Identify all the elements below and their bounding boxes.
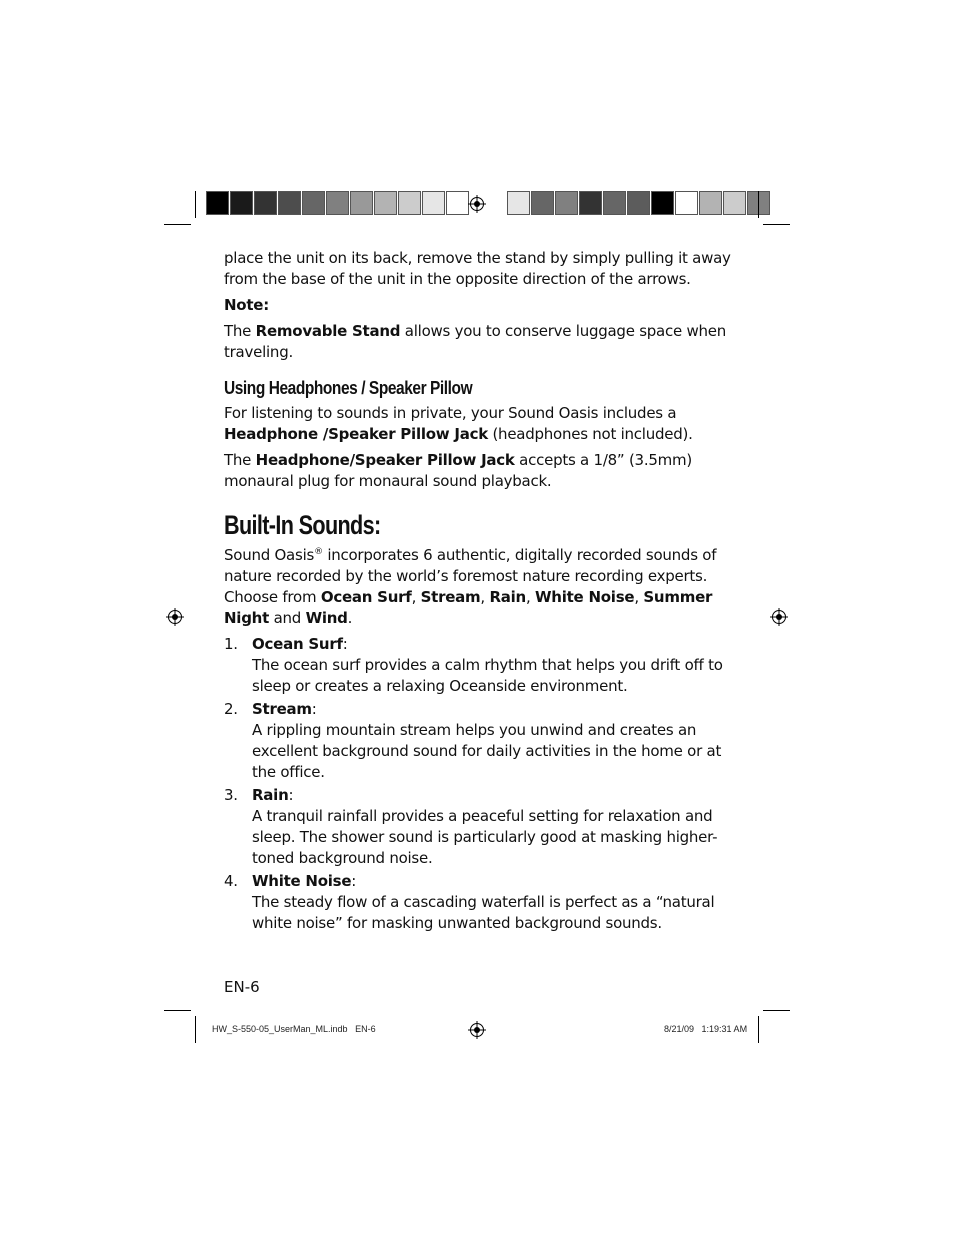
list-item: 3. Rain: A tranquil rainfall provides a peaceful setting for relaxation and sleep. The shower sound is particularly good at masking higher-toned background noise. xyxy=(224,786,718,867)
color-swatch xyxy=(579,191,602,215)
color-swatch xyxy=(531,191,554,215)
sounds-heading: Built-In Sounds: xyxy=(224,510,381,540)
list-item: 4. White Noise: The steady flow of a cascading waterfall is perfect as a “natural white noise” for masking unwanted background sounds. xyxy=(224,872,715,932)
list-item: 2. Stream: A rippling mountain stream helps you unwind and creates an excellent background sound for daily activities in the home or at the office. xyxy=(224,700,722,781)
note-paragraph: The Removable Stand allows you to conserve luggage space when traveling. xyxy=(224,322,726,361)
slug-date: 8/21/09 1:19:31 AM xyxy=(664,1024,748,1034)
color-swatch xyxy=(278,191,301,215)
crop-mark xyxy=(195,191,196,218)
registration-mark-icon xyxy=(166,608,184,626)
color-swatch xyxy=(507,191,530,215)
color-swatch xyxy=(374,191,397,215)
list-item: 1. Ocean Surf: The ocean surf provides a calm rhythm that helps you drift off to sleep or creates a relaxing Oceanside environment. xyxy=(224,635,723,695)
crop-mark xyxy=(763,224,790,225)
color-swatch xyxy=(254,191,277,215)
color-swatch xyxy=(627,191,650,215)
sounds-list xyxy=(224,634,734,934)
color-swatch xyxy=(699,191,722,215)
color-bar-left xyxy=(206,191,470,215)
crop-mark xyxy=(164,224,191,225)
crop-mark xyxy=(763,1010,790,1011)
crop-mark xyxy=(164,1010,191,1011)
intro-paragraph: place the unit on its back, remove the stand by simply pulling it away from the base of the unit in the opposite direction of the arrows. xyxy=(224,249,731,288)
crop-mark xyxy=(758,1016,759,1043)
color-swatch xyxy=(422,191,445,215)
page-content xyxy=(224,248,734,936)
color-swatch xyxy=(326,191,349,215)
color-swatch xyxy=(723,191,746,215)
note-label: Note: xyxy=(224,296,269,314)
crop-mark xyxy=(195,1016,196,1043)
page-number: EN-6 xyxy=(224,978,260,996)
color-swatch xyxy=(603,191,626,215)
registration-mark-icon xyxy=(770,608,788,626)
color-swatch xyxy=(302,191,325,215)
sounds-intro: Sound Oasis® incorporates 6 authentic, digitally recorded sounds of nature recorded by the world’s foremost nature recording experts. Choose from Ocean Surf, Stream, Rain, White Noise, Summer Night and Wind. xyxy=(224,546,717,627)
color-swatch xyxy=(350,191,373,215)
color-bar-right xyxy=(507,191,771,215)
headphones-paragraph-2: The Headphone/Speaker Pillow Jack accepts a 1/8” (3.5mm) monaural plug for monaural sound playback. xyxy=(224,451,692,490)
slug-file: HW_S-550-05_UserMan_ML.indb EN-6 xyxy=(212,1024,376,1034)
headphones-heading: Using Headphones / Speaker Pillow xyxy=(224,378,473,398)
color-swatch xyxy=(555,191,578,215)
color-swatch xyxy=(398,191,421,215)
color-swatch xyxy=(651,191,674,215)
color-swatch xyxy=(675,191,698,215)
color-swatch xyxy=(206,191,229,215)
registration-mark-icon xyxy=(468,1021,486,1039)
headphones-paragraph-1: For listening to sounds in private, your Sound Oasis includes a Headphone /Speaker Pillow Jack (headphones not included). xyxy=(224,404,693,443)
crop-mark xyxy=(758,191,759,218)
registration-mark-icon xyxy=(468,195,486,213)
color-swatch xyxy=(230,191,253,215)
color-swatch xyxy=(446,191,469,215)
